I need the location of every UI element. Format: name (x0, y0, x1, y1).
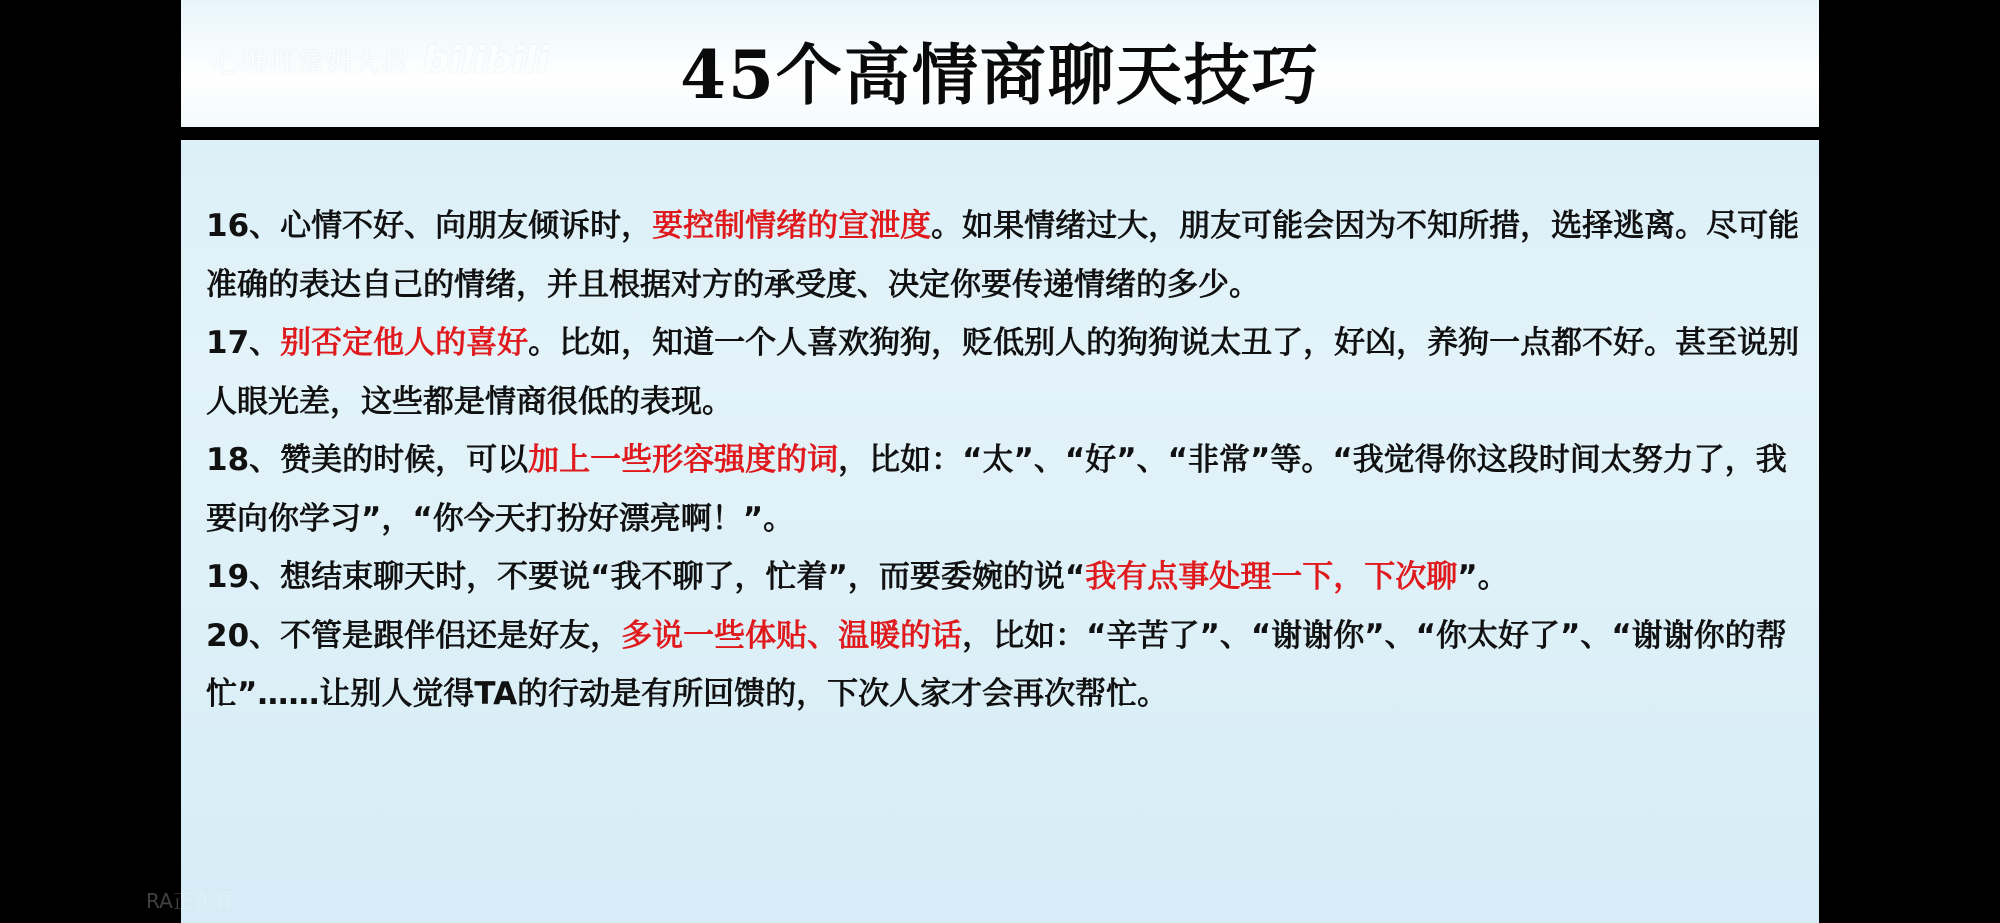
tip-highlight: 别否定他人的喜好 (280, 325, 529, 361)
bilibili-logo: bilibili (423, 40, 549, 81)
viewer-watermark: RA正在看 (146, 889, 233, 913)
tip-text: 18、赞美的时候，可以 (206, 442, 529, 478)
tip-text: 16、心情不好、向朋友倾诉时， (206, 208, 653, 244)
tip-text: ”。 (1457, 559, 1509, 595)
tip-highlight: 我有点事处理一下，下次聊 (1085, 559, 1458, 595)
tip-highlight: 多说一些体贴、温暖的话 (621, 617, 963, 654)
channel-name: 心理师詹姆大叔 (213, 46, 410, 79)
tip-text: 20、不管是跟伴侣还是好友， (206, 617, 622, 654)
header-divider (181, 127, 1819, 140)
tip-text: 19、想结束聊天时，不要说“我不聊了，忙着”，而要委婉的说“ (206, 559, 1086, 595)
tip-text: 。比如，知道一个人喜欢狗狗，贬低别人的狗狗说太丑了，好凶，养狗一点都不好。甚至说别人眼光差，这些都是情商很低的表现。 (206, 325, 1800, 420)
tip-highlight: 要控制情绪的宣泄度 (652, 208, 932, 244)
tip-text: 17、 (206, 325, 281, 361)
page-title: 45个高情商聊天技巧 (680, 36, 1320, 114)
slide (181, 0, 1819, 923)
tip-text: 。如果情绪过大，朋友可能会因为不知所措，选择逃离。尽可能准确的表达自己的情绪，并且根据对方的承受度、决定你要传递情绪的多少。 (206, 208, 1800, 303)
tips-content (206, 197, 1806, 724)
tip-item-18 (206, 431, 1806, 548)
tip-highlight: 加上一些形容强度的词 (528, 442, 839, 478)
tip-item-17 (206, 314, 1806, 431)
tip-item-16 (206, 197, 1806, 314)
tip-text: ，比如：“辛苦了”、“谢谢你”、“你太好了”、“谢谢你的帮忙”……让别人觉得TA的行动是有所回馈的，下次人家才会再次帮忙。 (206, 617, 1787, 712)
tip-text: ，比如：“太”、“好”、“非常”等。“我觉得你这段时间太努力了，我要向你学习”，“你今天打扮好漂亮啊！”。 (206, 442, 1787, 537)
tip-item-20 (206, 607, 1806, 724)
tip-item-19 (206, 548, 1806, 607)
slide-header (181, 0, 1819, 127)
